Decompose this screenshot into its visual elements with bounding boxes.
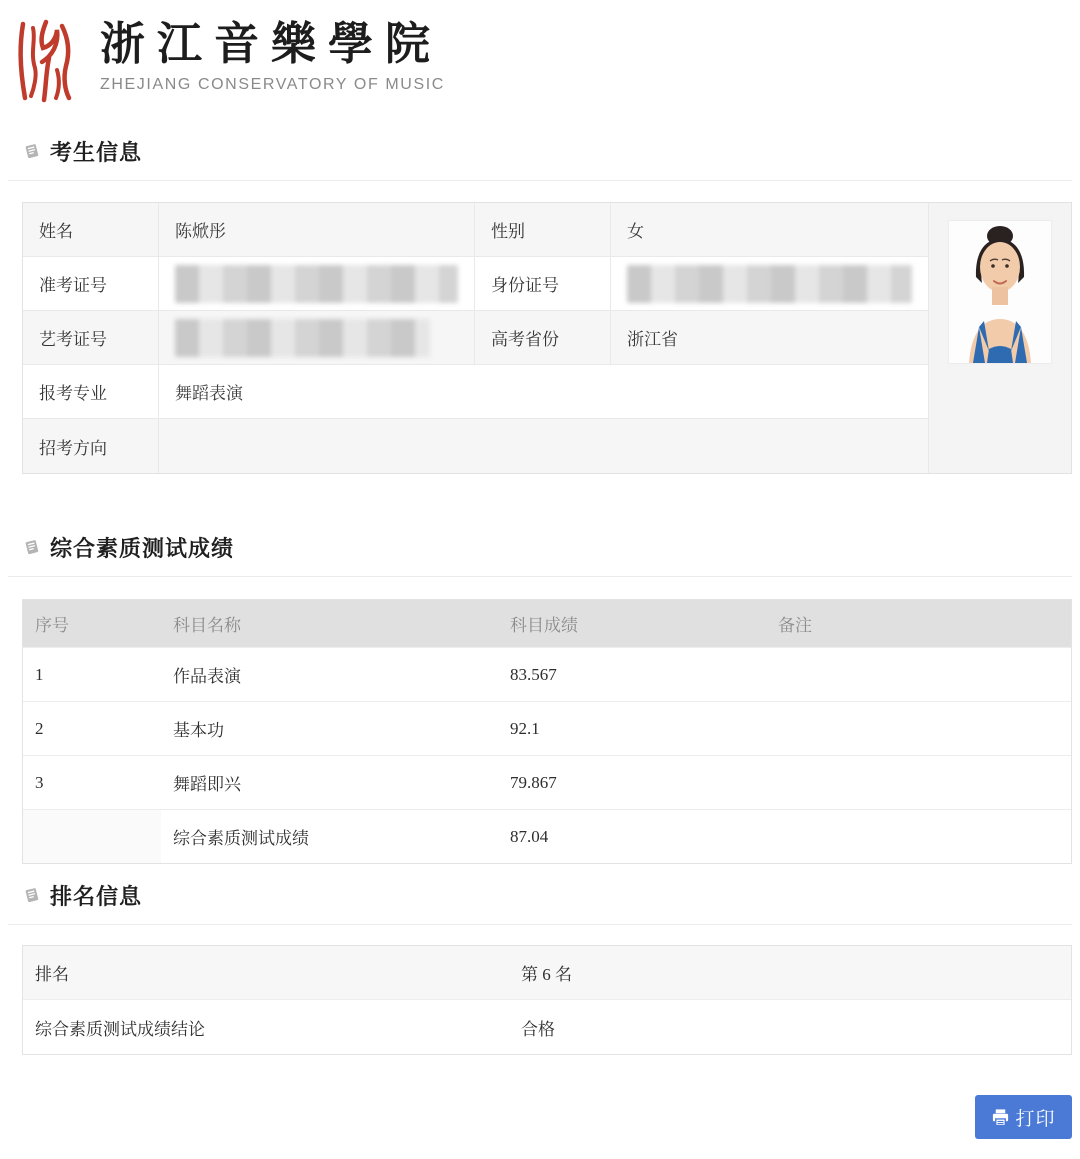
score-row-no	[23, 809, 161, 863]
major-value: 舞蹈表演	[159, 365, 929, 419]
score-row-note	[766, 809, 1071, 863]
school-name-cn: 浙江音樂學院	[100, 17, 443, 70]
candidate-photo-cell	[929, 203, 1071, 473]
province-label: 高考省份	[475, 311, 611, 365]
candidate-section-header	[0, 136, 1080, 167]
redacted-block	[627, 265, 912, 303]
ranking-section-title: 排名信息	[50, 884, 143, 909]
candidate-section-title: 考生信息	[50, 140, 143, 165]
scores-section-title: 综合素质测试成绩	[50, 536, 235, 561]
score-row-note	[766, 755, 1071, 809]
direction-value	[159, 419, 929, 473]
score-row-no: 3	[23, 755, 161, 809]
section-divider	[8, 180, 1072, 181]
redacted-block	[175, 319, 430, 357]
score-row-note	[766, 647, 1071, 701]
footer-actions	[0, 1095, 1080, 1139]
school-logo	[0, 10, 1080, 110]
id-number-label: 身份证号	[475, 257, 611, 311]
document-icon	[24, 143, 41, 160]
scores-table	[22, 599, 1072, 864]
zjcm-seal-icon	[16, 18, 78, 104]
admission-ticket-label: 准考证号	[23, 257, 159, 311]
score-row-score: 79.867	[498, 755, 766, 809]
candidate-info-table	[22, 202, 1072, 474]
art-exam-label: 艺考证号	[23, 311, 159, 365]
print-button-label: 打印	[1015, 1108, 1056, 1130]
conclusion-label: 综合素质测试成绩结论	[23, 1000, 509, 1054]
col-header-subject: 科目名称	[161, 600, 498, 647]
major-label: 报考专业	[23, 365, 159, 419]
scores-section-header	[0, 532, 1080, 563]
ranking-table	[22, 945, 1072, 1055]
col-header-no: 序号	[23, 600, 161, 647]
col-header-note: 备注	[766, 600, 1071, 647]
art-exam-value	[159, 311, 475, 365]
book-icon	[24, 887, 41, 904]
score-row-no: 1	[23, 647, 161, 701]
name-value: 陈焮彤	[159, 203, 475, 257]
section-divider	[8, 576, 1072, 577]
province-value: 浙江省	[611, 311, 929, 365]
ranking-section-header	[0, 880, 1080, 911]
print-button[interactable]	[975, 1095, 1072, 1139]
score-row-note	[766, 701, 1071, 755]
score-row-subject: 综合素质测试成绩	[161, 809, 498, 863]
school-name-en: ZHEJIANG CONSERVATORY OF MUSIC	[100, 76, 445, 93]
gender-label: 性别	[475, 203, 611, 257]
score-row-subject: 舞蹈即兴	[161, 755, 498, 809]
rank-value: 第 6 名	[509, 946, 1071, 1000]
section-divider	[8, 924, 1072, 925]
direction-label: 招考方向	[23, 419, 159, 473]
admission-ticket-value	[159, 257, 475, 311]
score-row-no: 2	[23, 701, 161, 755]
gender-value: 女	[611, 203, 929, 257]
candidate-photo	[949, 221, 1051, 363]
printer-icon	[991, 1108, 1010, 1127]
score-row-score: 83.567	[498, 647, 766, 701]
rank-label: 排名	[23, 946, 509, 1000]
book-icon	[24, 539, 41, 556]
name-label: 姓名	[23, 203, 159, 257]
col-header-score: 科目成绩	[498, 600, 766, 647]
redacted-block	[175, 265, 458, 303]
score-row-subject: 作品表演	[161, 647, 498, 701]
conclusion-value: 合格	[509, 1000, 1071, 1054]
score-row-subject: 基本功	[161, 701, 498, 755]
score-row-score: 92.1	[498, 701, 766, 755]
id-number-value	[611, 257, 929, 311]
score-row-score: 87.04	[498, 809, 766, 863]
